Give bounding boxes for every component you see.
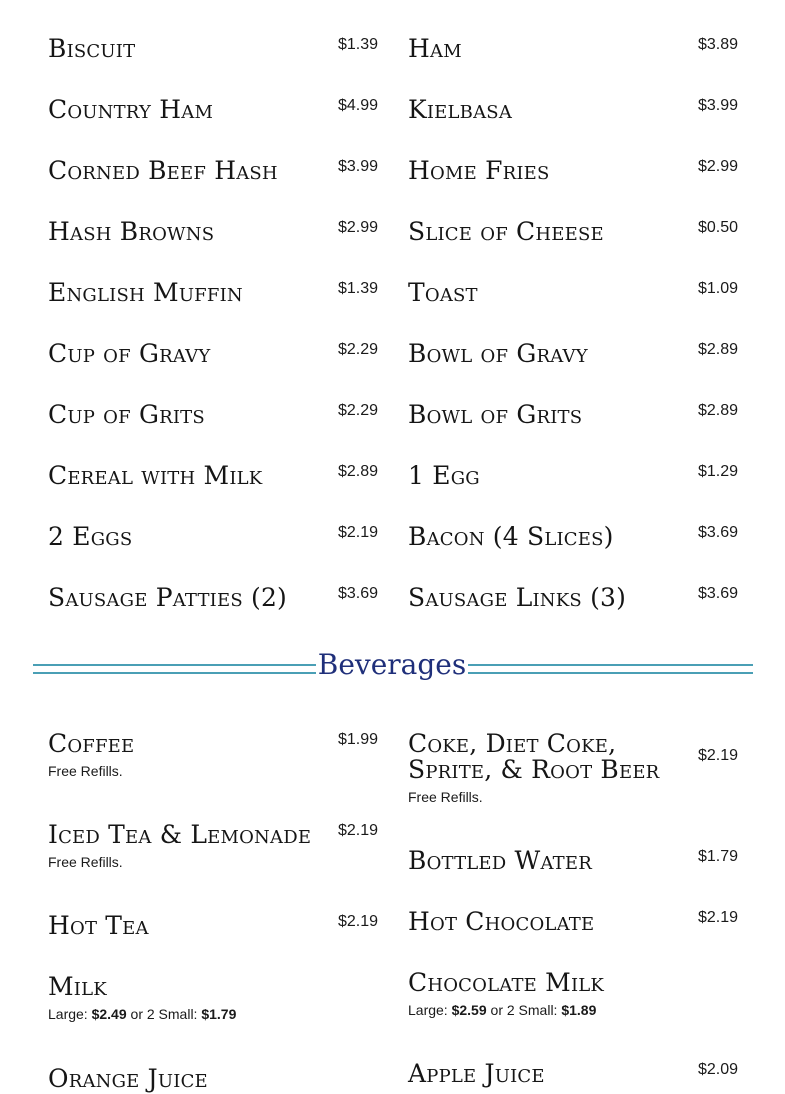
item-price: $2.89 (697, 402, 738, 419)
menu-item (408, 524, 738, 550)
menu-item (408, 158, 738, 184)
menu-item (48, 1066, 378, 1092)
item-name: Ham (408, 34, 462, 63)
item-name: Hot Chocolate (408, 907, 595, 936)
item-price: $2.09 (697, 1061, 738, 1078)
item-name: Slice of Cheese (408, 217, 604, 246)
menu-item (408, 970, 738, 1018)
item-name: Bottled Water (408, 846, 592, 875)
menu-item (48, 731, 378, 779)
item-price: $3.69 (697, 585, 738, 602)
item-price: $2.29 (337, 402, 378, 419)
item-name: Sausage Patties (2) (48, 583, 288, 612)
section-divider-right (468, 664, 753, 674)
item-price: $1.99 (337, 731, 378, 748)
menu-item (408, 341, 738, 367)
item-name: Hot Tea (48, 911, 149, 940)
small-price: $1.79 (201, 1006, 237, 1022)
item-price: $0.50 (697, 219, 738, 236)
item-name: Apple Juice (408, 1059, 545, 1088)
section-title-beverages: Beverages (317, 648, 467, 681)
item-name: Home Fries (408, 156, 550, 185)
item-price: $3.99 (337, 158, 378, 175)
item-price: $2.99 (697, 158, 738, 175)
item-price: $1.29 (697, 463, 738, 480)
menu-item (48, 341, 378, 367)
item-name: Cup of Grits (48, 400, 205, 429)
item-price: $1.79 (697, 848, 738, 865)
item-price: $2.99 (337, 219, 378, 236)
item-name: English Muffin (48, 278, 243, 307)
menu-item (408, 280, 738, 306)
item-price: $2.19 (697, 747, 738, 764)
item-price: $3.69 (697, 524, 738, 541)
item-name: Chocolate Milk (408, 968, 605, 997)
menu-item (408, 463, 738, 489)
note-mid: or 2 Small: (486, 1002, 562, 1018)
note-prefix: Large: (408, 1002, 452, 1018)
item-name: Bowl of Gravy (408, 339, 588, 368)
item-name: Bacon (4 Slices) (408, 522, 614, 551)
item-name: Kielbasa (408, 95, 513, 124)
item-name: Milk (48, 972, 107, 1001)
menu-item (408, 1061, 738, 1087)
item-price: $1.39 (337, 280, 378, 297)
menu-item (408, 97, 738, 123)
menu-item (408, 402, 738, 428)
large-price: $2.49 (91, 1006, 127, 1022)
item-price: $3.89 (697, 36, 738, 53)
menu-item (408, 36, 738, 62)
large-price: $2.59 (451, 1002, 487, 1018)
item-name: Biscuit (48, 34, 136, 63)
menu-item (48, 463, 378, 489)
menu-item (408, 909, 738, 935)
item-name: Sausage Links (3) (408, 583, 627, 612)
menu-item (48, 974, 378, 1022)
item-name: Toast (408, 278, 478, 307)
item-note (48, 1006, 378, 1022)
item-price: $2.19 (337, 524, 378, 541)
item-name: Country Ham (48, 95, 214, 124)
item-name: Orange Juice (48, 1064, 208, 1093)
item-name: Bowl of Grits (408, 400, 583, 429)
menu-item (48, 585, 378, 611)
item-price: $2.89 (337, 463, 378, 480)
menu-item (48, 36, 378, 62)
item-price: $3.69 (337, 585, 378, 602)
menu-item (48, 158, 378, 184)
item-name: Coffee (48, 729, 135, 758)
menu-item (48, 402, 378, 428)
item-name: 1 Egg (408, 461, 480, 490)
menu-item (408, 848, 738, 874)
menu-item (48, 280, 378, 306)
note-mid: or 2 Small: (126, 1006, 202, 1022)
item-price: $3.99 (697, 97, 738, 114)
item-note: Free Refills. (408, 789, 483, 805)
item-price: $1.09 (697, 280, 738, 297)
item-name: Cup of Gravy (48, 339, 211, 368)
item-name: Hash Browns (48, 217, 215, 246)
item-name: Cereal with Milk (48, 461, 263, 490)
menu-item (48, 913, 378, 939)
item-note: Free Refills. (48, 854, 123, 870)
item-name: Iced Tea & Lemonade (48, 820, 312, 849)
item-price: $2.19 (337, 913, 378, 930)
item-note (408, 1002, 738, 1018)
small-price: $1.89 (561, 1002, 597, 1018)
item-price: $1.39 (337, 36, 378, 53)
menu-item (48, 524, 378, 550)
item-name: Coke, Diet Coke, Sprite, & Root Beer (408, 729, 660, 784)
item-price: $2.89 (697, 341, 738, 358)
item-price: $2.19 (337, 822, 378, 839)
menu-item (48, 97, 378, 123)
item-name: Corned Beef Hash (48, 156, 278, 185)
item-price: $2.19 (697, 909, 738, 926)
item-price: $4.99 (337, 97, 378, 114)
note-prefix: Large: (48, 1006, 92, 1022)
item-name: 2 Eggs (48, 522, 133, 551)
menu-item (408, 219, 738, 245)
item-note: Free Refills. (48, 763, 123, 779)
menu-item (48, 219, 378, 245)
menu-item (48, 822, 378, 870)
item-price: $2.29 (337, 341, 378, 358)
menu-item (408, 731, 738, 805)
section-divider-left (33, 664, 316, 674)
menu-item (408, 585, 738, 611)
